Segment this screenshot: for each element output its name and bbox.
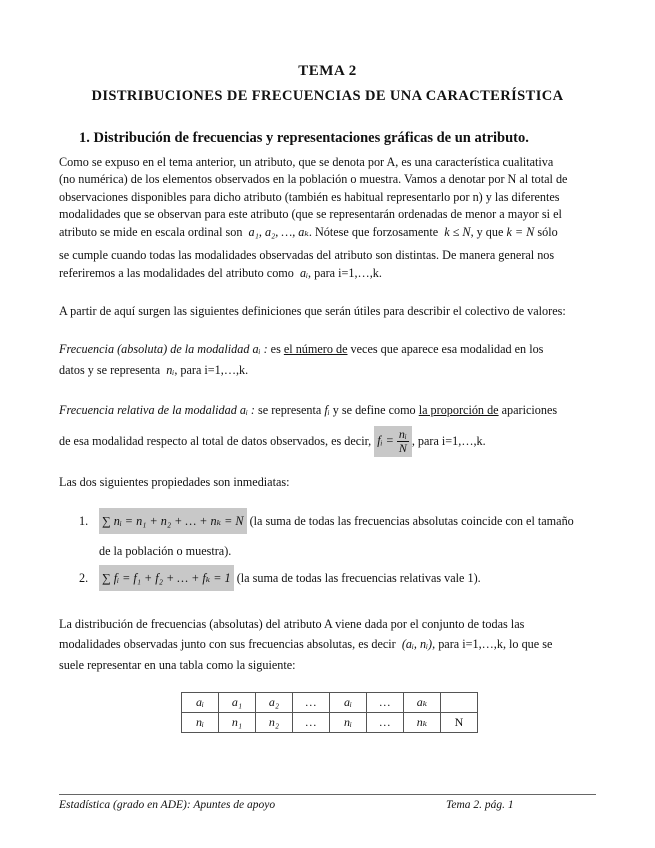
table-cell: nᵢ (330, 713, 367, 733)
table-row (182, 693, 478, 713)
table-cell: nᵢ (182, 713, 219, 733)
table-row (182, 713, 478, 733)
paragraph-line: referiremos a las modalidades del atributo como aᵢ, para i=1,…,k. (59, 266, 382, 280)
section-heading: 1. Distribución de frecuencias y representaciones gráficas de un atributo. (79, 130, 529, 146)
table-cell: nₖ (404, 713, 441, 733)
table-cell: aₖ (404, 693, 441, 713)
page-title: TEMA 2 (298, 63, 357, 79)
footer-divider (59, 794, 596, 795)
sum-absolute-formula: ∑ nᵢ = n₁ + n₂ + … + nₖ = N (99, 508, 247, 534)
sum-relative-formula: ∑ fᵢ = f₁ + f₂ + … + fₖ = 1 (99, 565, 234, 591)
paragraph-line: suele representar en una tabla como la siguiente: (59, 658, 296, 672)
footer-right: Tema 2. pág. 1 (446, 799, 514, 811)
table-cell: aᵢ (182, 693, 219, 713)
paragraph-line: atributo se mide en escala ordinal son a₁, a₂, …, aₖ. Nótese que forzosamente k ≤ N, y que k = N sólo (59, 225, 558, 239)
definition-relative-line2: de esa modalidad respecto al total de datos observados, es decir, fᵢ = $\frac{\text{nᵢ}}{N}$ , para i=1,…,k. (59, 426, 486, 455)
paragraph-line: modalidades observadas junto con sus frecuencias absolutas, es decir (aᵢ, nᵢ), para i=1,…,k, lo que se (59, 637, 553, 651)
paragraph-line: La distribución de frecuencias (absolutas) del atributo A viene dada por el conjunto de todas las (59, 617, 525, 631)
property-2: 2. ∑ fᵢ = f₁ + f₂ + … + fₖ = 1 (la suma de todas las frecuencias relativas vale 1). (79, 563, 481, 593)
table-cell: n₂ (256, 713, 293, 733)
paragraph-line: Como se expuso en el tema anterior, un atributo, que se denota por A, es una característica cualitativa (59, 155, 554, 169)
paragraph-line: modalidades que se observan para este atributo (que se representarán ordenadas de menor a mayor si el (59, 207, 562, 221)
table-cell: n₁ (219, 713, 256, 733)
definition-absolute: Frecuencia (absoluta) de la modalidad aᵢ : es el número de veces que aparece esa modalidad en los (59, 342, 544, 356)
property-1: 1. ∑ nᵢ = n₁ + n₂ + … + nₖ = N (la suma de todas las frecuencias absolutas coincide con el tamaño (79, 506, 574, 536)
table-cell: … (367, 713, 404, 733)
page-subtitle: DISTRIBUCIONES DE FRECUENCIAS DE UNA CARACTERÍSTICA (91, 88, 564, 104)
paragraph-line: (no numérica) de los elementos observados en la población o muestra. Vamos a denotar por N al total de (59, 172, 568, 186)
footer-left: Estadística (grado en ADE): Apuntes de apoyo (59, 799, 276, 811)
paragraph-line: Las dos siguientes propiedades son inmediatas: (59, 475, 290, 489)
definition-absolute-line2: datos y se representa nᵢ, para i=1,…,k. (59, 363, 249, 377)
paragraph-line: A partir de aquí surgen las siguientes definiciones que serán útiles para describir el colectivo de valores: (59, 304, 566, 318)
paragraph-line: se cumple cuando todas las modalidades observadas del atributo son distintas. De manera general nos (59, 248, 555, 262)
definition-relative: Frecuencia relativa de la modalidad aᵢ : se representa fᵢ y se define como la proporción de apariciones (59, 403, 558, 417)
table-cell: a₁ (219, 693, 256, 713)
table-cell: … (293, 713, 330, 733)
table-cell: a₂ (256, 693, 293, 713)
table-cell: … (367, 693, 404, 713)
table-cell (441, 693, 478, 713)
paragraph-line: observaciones disponibles para dicho atributo (también es habitual representarlo por n) y las diferentes (59, 190, 560, 204)
property-1-line2: de la población o muestra). (99, 544, 232, 558)
table-cell: aᵢ (330, 693, 367, 713)
frequency-table (181, 692, 478, 733)
table-cell: N (441, 713, 478, 733)
relative-frequency-formula: fᵢ = $\frac{\text{nᵢ}}{N}$ (374, 426, 412, 457)
table-cell: … (293, 693, 330, 713)
